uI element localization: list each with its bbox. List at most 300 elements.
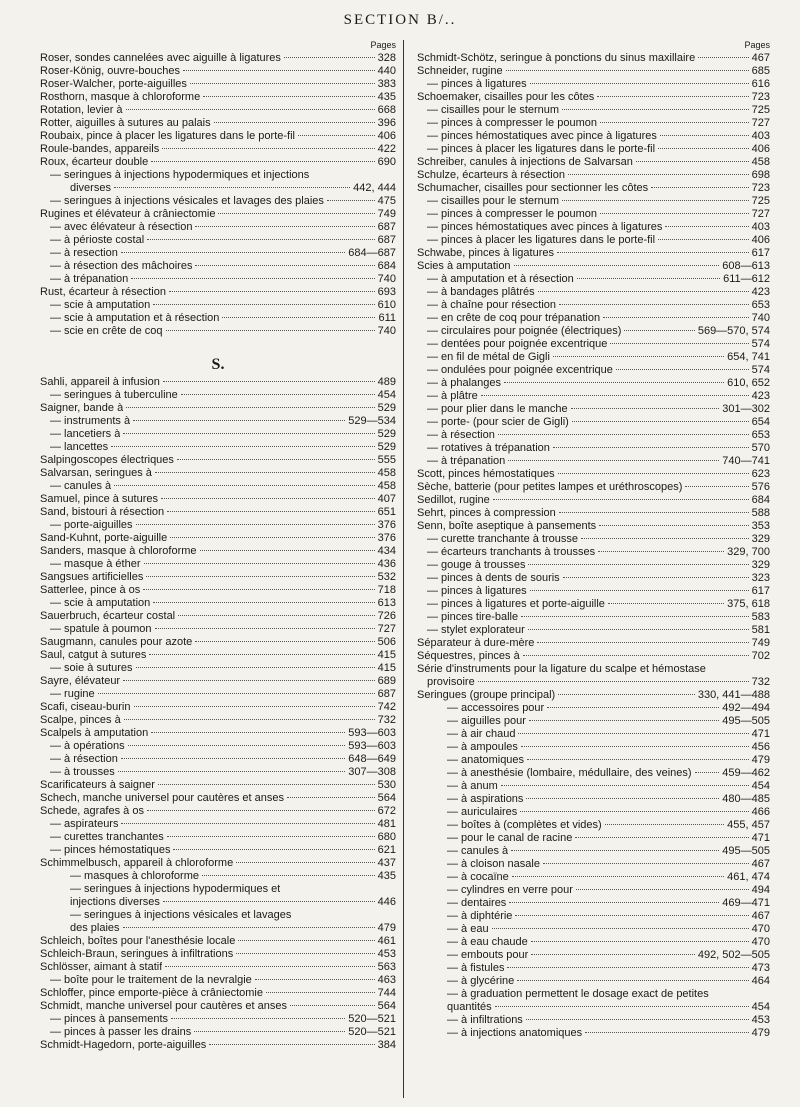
- index-entry: [40, 636, 396, 649]
- dot-leader: [610, 343, 748, 344]
- index-entry: [417, 52, 770, 65]
- dot-leader: [547, 707, 719, 708]
- dot-leader: [218, 213, 374, 214]
- dot-leader: [126, 407, 374, 408]
- page-number: 588: [751, 507, 770, 519]
- index-entry: [40, 130, 396, 143]
- dot-leader: [266, 992, 375, 993]
- entry-text: — pinces à pansements: [50, 1013, 169, 1025]
- index-entry: [40, 597, 396, 610]
- dot-leader: [537, 642, 748, 643]
- index-entry: [40, 1013, 396, 1026]
- dot-leader: [136, 524, 375, 525]
- entry-text: — embouts pour: [447, 949, 529, 961]
- index-entry: [40, 143, 396, 156]
- page-number: 617: [751, 247, 770, 259]
- entry-text: injections diverses: [70, 896, 160, 908]
- index-entry: [40, 519, 396, 532]
- entry-text: Roser, sondes cannelées avec aiguille à ligatures: [40, 52, 281, 64]
- page-number: 723: [751, 91, 770, 103]
- entry-text: — à anum: [447, 780, 498, 792]
- index-entry: [417, 611, 770, 624]
- entry-text: — à ampoules: [447, 741, 518, 753]
- entry-text: — accessoires pour: [447, 702, 545, 714]
- entry-text: Schleich-Braun, seringues à infiltrations: [40, 948, 234, 960]
- entry-text: — à phalanges: [427, 377, 501, 389]
- index-entry: [40, 818, 396, 831]
- entry-text: — pinces à compresser le poumon: [427, 208, 597, 220]
- index-entry: [40, 299, 396, 312]
- page-number: 454: [751, 1001, 770, 1013]
- index-entry: [40, 896, 396, 909]
- dot-leader: [144, 563, 375, 564]
- index-entry: [417, 884, 770, 897]
- index-entry: [417, 962, 770, 975]
- page-number: 453: [377, 948, 396, 960]
- entry-text: Scott, pinces hémostatiques: [417, 468, 555, 480]
- index-entry: [40, 740, 396, 753]
- dot-leader: [585, 1032, 749, 1033]
- index-entry: [417, 689, 770, 702]
- index-entry: [417, 156, 770, 169]
- entry-text: — pinces à placer les ligatures dans le porte-fil: [427, 234, 656, 246]
- entry-text: — curettes tranchantes: [50, 831, 164, 843]
- page-number: 749: [377, 208, 396, 220]
- index-entry: [40, 571, 396, 584]
- dot-leader: [165, 966, 374, 967]
- dot-leader: [616, 369, 749, 370]
- index-entry: [417, 481, 770, 494]
- entry-text: — dentaires: [447, 897, 507, 909]
- index-entry: [417, 650, 770, 663]
- entry-text: Séparateur à dure-mère: [417, 637, 535, 649]
- page-number: 383: [377, 78, 396, 90]
- dot-leader: [526, 1019, 749, 1020]
- page-number: 687: [377, 688, 396, 700]
- dot-leader: [563, 577, 749, 578]
- index-entry: [417, 780, 770, 793]
- page-number: 593—603: [348, 740, 396, 752]
- index-entry: [417, 572, 770, 585]
- page-number: 740: [751, 312, 770, 324]
- dot-leader: [600, 122, 749, 123]
- dot-leader: [603, 317, 749, 318]
- dot-leader: [530, 83, 749, 84]
- page-number: 453: [751, 1014, 770, 1026]
- entry-text: Sehrt, pinces à compression: [417, 507, 556, 519]
- section-letter: S.: [211, 356, 225, 373]
- page-number: 467: [751, 858, 770, 870]
- index-entry: [40, 480, 396, 493]
- dot-leader: [147, 239, 374, 240]
- dot-leader: [527, 759, 749, 760]
- dot-leader: [128, 745, 346, 746]
- dot-leader: [146, 576, 374, 577]
- entry-text: Seringues (groupe principal): [417, 689, 556, 701]
- dot-leader: [158, 784, 375, 785]
- entry-text: Senn, boîte aseptique à pansements: [417, 520, 597, 532]
- entry-text: — canules à: [50, 480, 112, 492]
- index-entry: [40, 766, 396, 779]
- dot-leader: [517, 980, 748, 981]
- dot-leader: [327, 200, 375, 201]
- index-entry: [40, 221, 396, 234]
- index-entry: [40, 727, 396, 740]
- entry-text: — seringues à injections vésicales et lavages: [70, 909, 292, 921]
- dot-leader: [209, 1044, 374, 1045]
- dot-leader: [195, 226, 374, 227]
- index-entry: [417, 845, 770, 858]
- entry-text: — à aspirations: [447, 793, 524, 805]
- entry-text: — à injections anatomiques: [447, 1027, 583, 1039]
- page-number: 653: [751, 299, 770, 311]
- entry-text: Sand-Kuhnt, porte-aiguille: [40, 532, 168, 544]
- index-entry: [40, 714, 396, 727]
- page-number: 576: [751, 481, 770, 493]
- dot-leader: [498, 434, 749, 435]
- entry-text: Scalpe, pinces à: [40, 714, 121, 726]
- page-number: 570: [751, 442, 770, 454]
- entry-text: — gouge à trousses: [427, 559, 526, 571]
- index-entry: [40, 753, 396, 766]
- entry-text: — à plâtre: [427, 390, 478, 402]
- dot-leader: [636, 161, 749, 162]
- dot-leader: [515, 915, 748, 916]
- entry-text: des plaies: [70, 922, 120, 934]
- index-entry: [417, 338, 770, 351]
- page-number: 422: [377, 143, 396, 155]
- page-number: 616: [751, 78, 770, 90]
- index-entry: [417, 1014, 770, 1027]
- dot-leader: [526, 798, 719, 799]
- index-entry: [417, 403, 770, 416]
- dot-leader: [504, 382, 724, 383]
- page-number: 529: [377, 428, 396, 440]
- index-entry: [417, 494, 770, 507]
- page-number: 687: [377, 234, 396, 246]
- entry-text: provisoire: [427, 676, 475, 688]
- dot-leader: [163, 381, 375, 382]
- dot-leader: [121, 823, 374, 824]
- page-number: 684: [751, 494, 770, 506]
- index-entry: [417, 585, 770, 598]
- index-entry: [417, 533, 770, 546]
- entry-text: — spatule à poumon: [50, 623, 152, 635]
- dot-leader: [114, 485, 374, 486]
- entry-text: — canules à: [447, 845, 509, 857]
- index-entry: [40, 104, 396, 117]
- page-number: 608—613: [722, 260, 770, 272]
- index-entry: [417, 598, 770, 611]
- page-number: 384: [377, 1039, 396, 1051]
- dot-leader: [166, 330, 375, 331]
- index-entry: [417, 507, 770, 520]
- entry-text: — en crête de coq pour trépanation: [427, 312, 601, 324]
- entry-text: Rosthorn, masque à chloroforme: [40, 91, 201, 103]
- index-entry: [40, 623, 396, 636]
- index-entry: [417, 364, 770, 377]
- dot-leader: [530, 590, 749, 591]
- page-number: 651: [377, 506, 396, 518]
- page-number: 464: [751, 975, 770, 987]
- entry-text: Roule-bandes, appareils: [40, 143, 160, 155]
- index-entry: [417, 247, 770, 260]
- page-number: 376: [377, 532, 396, 544]
- page-number: 611—612: [723, 273, 770, 285]
- page-number: 532: [377, 571, 396, 583]
- index-entry: [40, 234, 396, 247]
- dot-leader: [136, 667, 375, 668]
- dot-leader: [511, 850, 719, 851]
- page-number: 564: [377, 1000, 396, 1012]
- index-entry: [40, 117, 396, 130]
- entry-text: — rotatives à trépanation: [427, 442, 550, 454]
- index-entry: [417, 169, 770, 182]
- entry-text: Schech, manche universel pour cautères et anses: [40, 792, 284, 804]
- page-number: 648—649: [348, 753, 396, 765]
- entry-text: Salvarsan, seringues à: [40, 467, 152, 479]
- index-entry: [417, 221, 770, 234]
- dot-leader: [506, 70, 749, 71]
- entry-text: — ondulées pour poignée excentrique: [427, 364, 613, 376]
- page-number: 469—471: [722, 897, 770, 909]
- entry-text: — auriculaires: [447, 806, 518, 818]
- index-entry: [40, 844, 396, 857]
- entry-text: — à air chaud: [447, 728, 516, 740]
- index-entry: [40, 974, 396, 987]
- index-entry: [40, 948, 396, 961]
- page-number: 423: [751, 286, 770, 298]
- page-number: 434: [377, 545, 396, 557]
- page-number: 307—308: [348, 766, 396, 778]
- dot-leader: [181, 394, 375, 395]
- dot-leader: [114, 187, 350, 188]
- entry-text: Sayre, élévateur: [40, 675, 121, 687]
- page-number: 329: [751, 533, 770, 545]
- page-number: 494: [751, 884, 770, 896]
- page-number: 415: [377, 649, 396, 661]
- index-entry: [40, 389, 396, 402]
- entry-text: — circulaires pour poignée (électriques): [427, 325, 622, 337]
- page-number: 732: [377, 714, 396, 726]
- dot-leader: [183, 70, 375, 71]
- entry-text: — seringues à injections hypodermiques et: [70, 883, 281, 895]
- entry-text: — à opérations: [50, 740, 125, 752]
- index-entry: [40, 857, 396, 870]
- page-number: 563: [377, 961, 396, 973]
- dot-leader: [153, 602, 374, 603]
- entry-text: — pour plier dans le manche: [427, 403, 568, 415]
- entry-text: — à trépanation: [50, 273, 129, 285]
- entry-text: — à fistules: [447, 962, 505, 974]
- page-number: 581: [751, 624, 770, 636]
- index-entry: [40, 532, 396, 545]
- entry-text: quantités: [447, 1001, 492, 1013]
- entry-text: — curette tranchante à trousse: [427, 533, 579, 545]
- index-entry: [417, 767, 770, 780]
- index-entry: [40, 961, 396, 974]
- entry-text: — à résection: [427, 429, 495, 441]
- page-number: 406: [377, 130, 396, 142]
- dot-leader: [597, 96, 748, 97]
- index-entry: [417, 325, 770, 338]
- entry-text: — pinces à dents de souris: [427, 572, 560, 584]
- page-number: 653: [751, 429, 770, 441]
- dot-leader: [559, 512, 749, 513]
- entry-text: — à cocaïne: [447, 871, 509, 883]
- page-number: 569—570, 574: [697, 325, 770, 337]
- entry-text: Roser-König, ouvre-bouches: [40, 65, 181, 77]
- page-number: 435: [377, 870, 396, 882]
- page-number: 727: [377, 623, 396, 635]
- index-entry: [40, 870, 396, 883]
- entry-text: — à trépanation: [427, 455, 506, 467]
- dot-leader: [155, 628, 375, 629]
- entry-text: — cisailles pour le sternum: [427, 195, 560, 207]
- dot-leader: [194, 1031, 345, 1032]
- index-entry: [40, 182, 396, 195]
- dot-leader: [531, 954, 695, 955]
- dot-leader: [575, 837, 748, 838]
- page-number: 495—505: [722, 715, 770, 727]
- index-entry: [40, 1000, 396, 1013]
- index-entry: [417, 260, 770, 273]
- entry-text: — cisailles pour le sternum: [427, 104, 560, 116]
- dot-leader: [577, 278, 720, 279]
- page-number: 470: [751, 923, 770, 935]
- entry-text: Rugines et élévateur à crâniectomie: [40, 208, 216, 220]
- index-entry: [417, 117, 770, 130]
- entry-text: Rotation, levier à: [40, 104, 123, 116]
- index-entry: [40, 1039, 396, 1052]
- index-entry: [40, 935, 396, 948]
- entry-text: — à périoste costal: [50, 234, 145, 246]
- index-entry: [40, 792, 396, 805]
- page-number: 301—302: [722, 403, 770, 415]
- index-entry: [417, 936, 770, 949]
- index-entry: [40, 805, 396, 818]
- dot-leader: [600, 213, 749, 214]
- page-number: 406: [751, 234, 770, 246]
- dot-leader: [126, 109, 375, 110]
- entry-text: — pinces à ligatures: [427, 78, 527, 90]
- index-entry: [40, 260, 396, 273]
- dot-leader: [598, 551, 724, 552]
- entry-text: — instruments à: [50, 415, 131, 427]
- entry-text: — pinces à ligatures et porte-aiguille: [427, 598, 605, 610]
- entry-text: — à graduation permettent le dosage exact de petites: [447, 988, 709, 1000]
- page-number: 473: [751, 962, 770, 974]
- page-number: 467: [751, 910, 770, 922]
- dot-leader: [169, 291, 375, 292]
- index-entry: [40, 558, 396, 571]
- index-entry: [417, 702, 770, 715]
- dot-leader: [571, 408, 720, 409]
- page-number: 726: [377, 610, 396, 622]
- index-entry: [417, 923, 770, 936]
- entry-text: Roux, écarteur double: [40, 156, 149, 168]
- dot-leader: [236, 953, 374, 954]
- index-entry: [417, 728, 770, 741]
- dot-leader: [170, 537, 374, 538]
- entry-text: Sedillot, rugine: [417, 494, 490, 506]
- dot-leader: [568, 174, 749, 175]
- index-entry: [417, 520, 770, 533]
- dot-leader: [143, 589, 374, 590]
- index-entry: [40, 662, 396, 675]
- index-entry: [417, 676, 770, 689]
- page-number: 742: [377, 701, 396, 713]
- index-entry: [417, 273, 770, 286]
- dot-leader: [118, 771, 345, 772]
- entry-text: — à résection des mâchoires: [50, 260, 193, 272]
- page-number: 492—494: [722, 702, 770, 714]
- index-entry: [417, 715, 770, 728]
- dot-leader: [518, 733, 748, 734]
- index-entry: [40, 883, 396, 896]
- dot-leader: [528, 629, 749, 630]
- entry-text: Schreiber, canules à injections de Salvarsan: [417, 156, 633, 168]
- dot-leader: [147, 810, 375, 811]
- page-number: 564: [377, 792, 396, 804]
- page-number: 375, 618: [727, 598, 770, 610]
- index-entry: [417, 351, 770, 364]
- index-entry: [417, 78, 770, 91]
- page-number: 610: [377, 299, 396, 311]
- dot-leader: [523, 655, 749, 656]
- entry-text: — pinces à ligatures: [427, 585, 527, 597]
- dot-leader: [195, 265, 374, 266]
- index-entry: [40, 376, 396, 389]
- page-number: 492, 502—505: [697, 949, 770, 961]
- page-number: 461: [377, 935, 396, 947]
- dot-leader: [162, 148, 374, 149]
- page-number: 440: [377, 65, 396, 77]
- page-number: 617: [751, 585, 770, 597]
- dot-leader: [581, 538, 749, 539]
- index-entry: [40, 247, 396, 260]
- page-number: 458: [377, 467, 396, 479]
- entry-text: Rotter, aiguilles à sutures au palais: [40, 117, 211, 129]
- dot-leader: [501, 785, 749, 786]
- entry-text: — aiguilles pour: [447, 715, 526, 727]
- page-number: 396: [377, 117, 396, 129]
- entry-text: — pinces à passer les drains: [50, 1026, 192, 1038]
- page-number: 403: [751, 221, 770, 233]
- entry-text: Schoemaker, cisailles pour les côtes: [417, 91, 595, 103]
- page-number: 740: [377, 273, 396, 285]
- dot-leader: [236, 862, 374, 863]
- page-number: 406: [751, 143, 770, 155]
- pages-label: Pages: [370, 40, 396, 50]
- index-entry: [417, 559, 770, 572]
- page-number: 376: [377, 519, 396, 531]
- page-number: 687: [377, 221, 396, 233]
- index-entry: [40, 273, 396, 286]
- page-number: 611: [378, 312, 396, 324]
- page-number: 613: [377, 597, 396, 609]
- page-number: 328: [377, 52, 396, 64]
- index-entry: [40, 52, 396, 65]
- page-number: 623: [751, 468, 770, 480]
- page-number: 446: [377, 896, 396, 908]
- page-number: 479: [751, 1027, 770, 1039]
- index-entry: [417, 195, 770, 208]
- dot-leader: [153, 304, 374, 305]
- page-number: 610, 652: [727, 377, 770, 389]
- page-number: 329, 700: [727, 546, 770, 558]
- dot-leader: [177, 459, 375, 460]
